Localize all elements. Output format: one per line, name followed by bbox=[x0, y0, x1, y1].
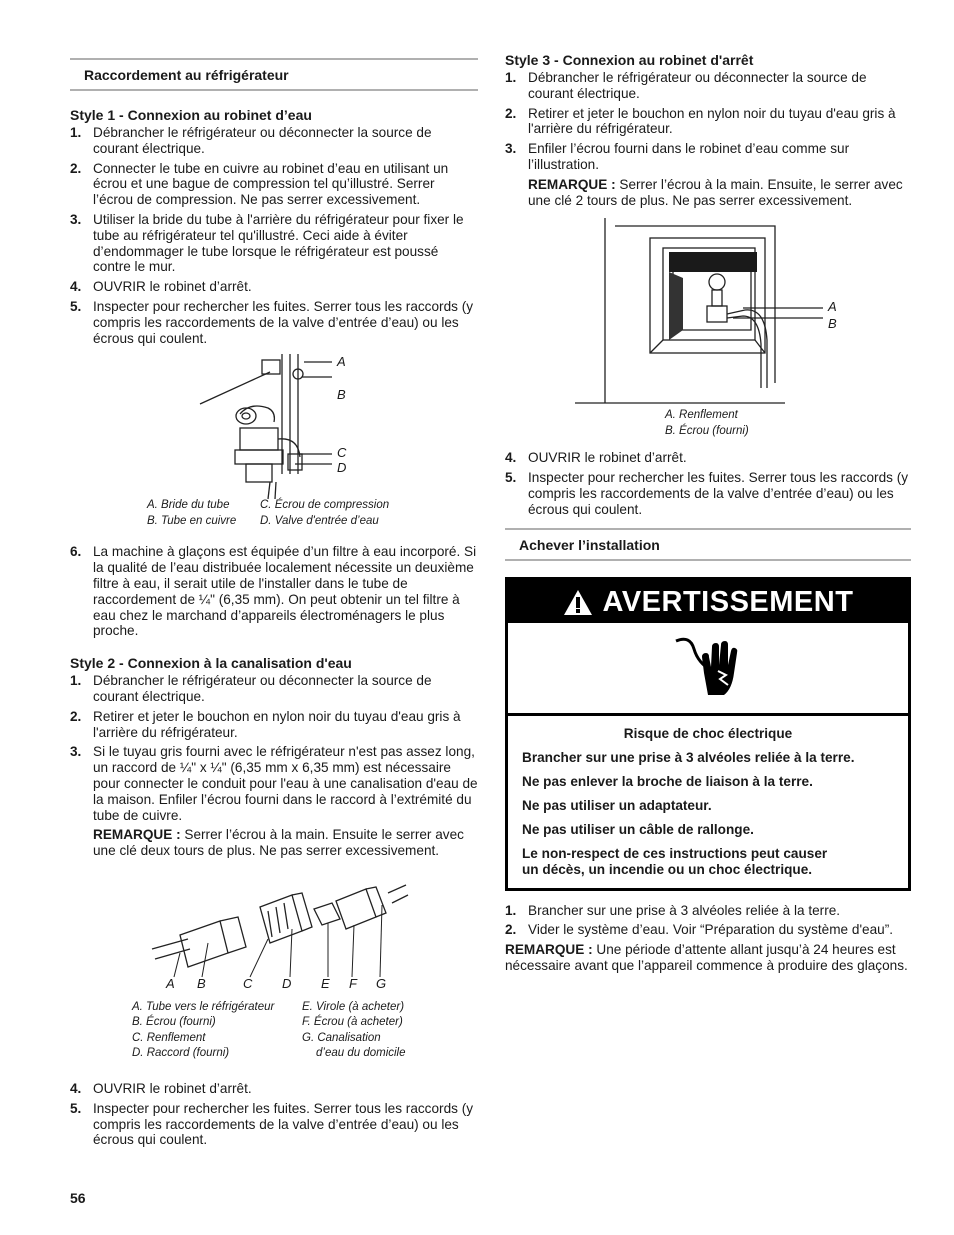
warning-body bbox=[508, 716, 908, 888]
list-item: 2. Vider le système d’eau. Voir “Préparation du système d'eau”. bbox=[505, 922, 894, 938]
warning-line: Brancher sur une prise à 3 alvéoles reliée à la terre. bbox=[522, 749, 855, 765]
right-column bbox=[505, 50, 911, 978]
figure-caption-right: C. Écrou de compression D. Valve d'entrée d’eau bbox=[260, 499, 390, 527]
figure-label-c: C bbox=[243, 975, 253, 991]
page-number: 56 bbox=[70, 1190, 86, 1206]
list-item: 4. OUVRIR le robinet d’arrêt. bbox=[70, 279, 252, 295]
figure-caption-left: A. Bride du tube B. Tube en cuivre bbox=[147, 499, 237, 527]
figure-caption-left: A. Tube vers le réfrigérateur B. Écrou (fourni) C. Renflement D. Raccord (fourni) bbox=[132, 1000, 275, 1060]
style1-title: Style 1 - Connexion au robinet d’eau bbox=[70, 107, 312, 123]
style2-figure bbox=[70, 863, 478, 1081]
style1-figure bbox=[70, 350, 478, 544]
figure-label-a: A bbox=[166, 975, 175, 991]
warning-line: Ne pas utiliser un câble de rallonge. bbox=[522, 821, 754, 837]
list-item: 1. Brancher sur une prise à 3 alvéoles reliée à la terre. bbox=[505, 902, 841, 918]
figure-label-f: F bbox=[349, 975, 357, 991]
figure-label-b: B bbox=[337, 387, 346, 403]
figure-label-e: E bbox=[321, 975, 330, 991]
style2-steps-after bbox=[70, 1081, 478, 1148]
figure-label-b: B bbox=[197, 975, 206, 991]
list-item: 2. Connecter le tube en cuivre au robinet d’eau en utilisant un écrou et une bague de compression tel qu’illustré. Serrer l’écrou de compression. Ne pas serrer excessivement. bbox=[70, 160, 449, 208]
finish-steps bbox=[505, 903, 911, 939]
finish-note: REMARQUE : Une période d’attente allant jusqu’à 24 heures est nécessaire avant que l’appareil commence à produire des glaçons. bbox=[505, 942, 908, 973]
list-item: 6. La machine à glaçons est équipée d’un filtre à eau incorporé. Si la qualité de l’eau distribuée localement nécessite un deuxième filtre à eau, il serait utile de l'installer dans le tube de raccordement de ¼" (6,35 mm). On peut obtenir un tel filtre à eau chez le marchand d’appareils électroménagers le plus proche. bbox=[70, 544, 477, 639]
style2-steps bbox=[70, 673, 478, 823]
left-column bbox=[70, 50, 478, 1152]
figure-caption: A. Renflement B. Écrou (fourni) bbox=[665, 409, 749, 437]
warning-risk: Risque de choc électrique bbox=[623, 725, 793, 741]
figure-label-b: B bbox=[828, 316, 837, 332]
style2-note: REMARQUE : Serrer l’écrou à la main. Ensuite le serrer avec une clé deux tours de plus. Ne pas serrer excessivement. bbox=[93, 827, 464, 859]
list-item: 3. Si le tuyau gris fourni avec le réfrigérateur n'est pas assez long, un raccord de ¼" x ¼" (6,35 mm x 6,35 mm) est nécessaire pour connecter le conduit pour l'eau à une canalisation d'eau de la maison. Enfiler l’écrou fourni dans le raccord à l’extrémité du tube de cuivre. bbox=[70, 744, 478, 823]
figure-caption-right: E. Virole (à acheter) F. Écrou (à acheter) G. Canalisation d’eau du domicile bbox=[302, 1000, 406, 1060]
list-item: 1. Débrancher le réfrigérateur ou déconnecter la source de courant électrique. bbox=[70, 125, 432, 156]
list-item: 2. Retirer et jeter le bouchon en nylon noir du tuyau d'eau gris à l'arrière du réfrigérateur. bbox=[70, 708, 461, 740]
figure-label-a: A bbox=[337, 354, 346, 370]
list-item: 5. Inspecter pour rechercher les fuites. Serrer tous les raccords (y compris les raccordements de la valve d’entrée d’eau) ou les écrous qui coulent. bbox=[505, 470, 909, 517]
section-title-raccordement: Raccordement au réfrigérateur bbox=[70, 58, 478, 91]
list-item: 5. Inspecter pour rechercher les fuites. Serrer tous les raccords (y compris les raccordements de la valve d’entrée d’eau) ou les écrous qui coulent. bbox=[70, 1100, 474, 1148]
list-item: 1. Débrancher le réfrigérateur ou déconnecter la source de courant électrique. bbox=[70, 673, 432, 704]
figure-label-a: A bbox=[828, 299, 837, 315]
warning-icon-row bbox=[508, 623, 908, 716]
style1-steps bbox=[70, 125, 478, 346]
list-item: 4. OUVRIR le robinet d’arrêt. bbox=[70, 1080, 252, 1096]
style3-steps bbox=[505, 70, 911, 173]
list-item: 3. Utiliser la bride du tube à l'arrière du réfrigérateur pour fixer le tube au réfrigérateur tel qu'illustré. Ceci aide à éviter d’endommager le tube lorsque le réfrigérateur est poussé contre le mur. bbox=[70, 211, 464, 275]
style3-title: Style 3 - Connexion au robinet d'arrêt bbox=[505, 52, 754, 68]
warning-header bbox=[508, 580, 908, 623]
warning-line: Ne pas utiliser un adaptateur. bbox=[522, 797, 712, 813]
style3-figure bbox=[505, 212, 911, 450]
list-item: 5. Inspecter pour rechercher les fuites. Serrer tous les raccords (y compris les raccordements de la valve d’entrée d’eau) ou les écrous qui coulent. bbox=[70, 298, 474, 346]
list-item: 4. OUVRIR le robinet d’arrêt. bbox=[505, 450, 687, 466]
warning-line: Ne pas enlever la broche de liaison à la terre. bbox=[522, 773, 813, 789]
warning-triangle-icon bbox=[563, 589, 593, 616]
warning-box bbox=[505, 577, 911, 891]
fittings-illustration bbox=[70, 873, 478, 983]
style3-note: REMARQUE : Serrer l’écrou à la main. Ensuite, le serrer avec une clé 2 tours de plus. Ne pas serrer excessivement. bbox=[528, 176, 903, 208]
list-item: 3. Enfiler l’écrou fourni dans le robinet d’eau comme sur l’illustration. bbox=[505, 141, 850, 172]
figure-label-d: D bbox=[337, 460, 347, 476]
electric-shock-hand-icon bbox=[668, 633, 748, 703]
water-valve-illustration bbox=[70, 354, 478, 504]
style2-title: Style 2 - Connexion à la canalisation d'eau bbox=[70, 655, 352, 672]
style1-step6 bbox=[70, 544, 478, 639]
warning-title: AVERTISSEMENT bbox=[602, 585, 854, 618]
figure-label-g: G bbox=[376, 975, 387, 991]
warning-line: Le non-respect de ces instructions peut causer un décès, un incendie ou un choc électrique. bbox=[522, 845, 828, 877]
style3-steps-after bbox=[505, 450, 911, 517]
list-item: 1. Débrancher le réfrigérateur ou déconnecter la source de courant électrique. bbox=[505, 70, 867, 101]
figure-label-c: C bbox=[337, 445, 347, 461]
figure-label-d: D bbox=[282, 975, 292, 991]
list-item: 2. Retirer et jeter le bouchon en nylon noir du tuyau d'eau gris à l'arrière du réfrigérateur. bbox=[505, 105, 896, 137]
section-title-achever: Achever l’installation bbox=[505, 528, 911, 561]
shutoff-valve-illustration bbox=[505, 218, 911, 418]
